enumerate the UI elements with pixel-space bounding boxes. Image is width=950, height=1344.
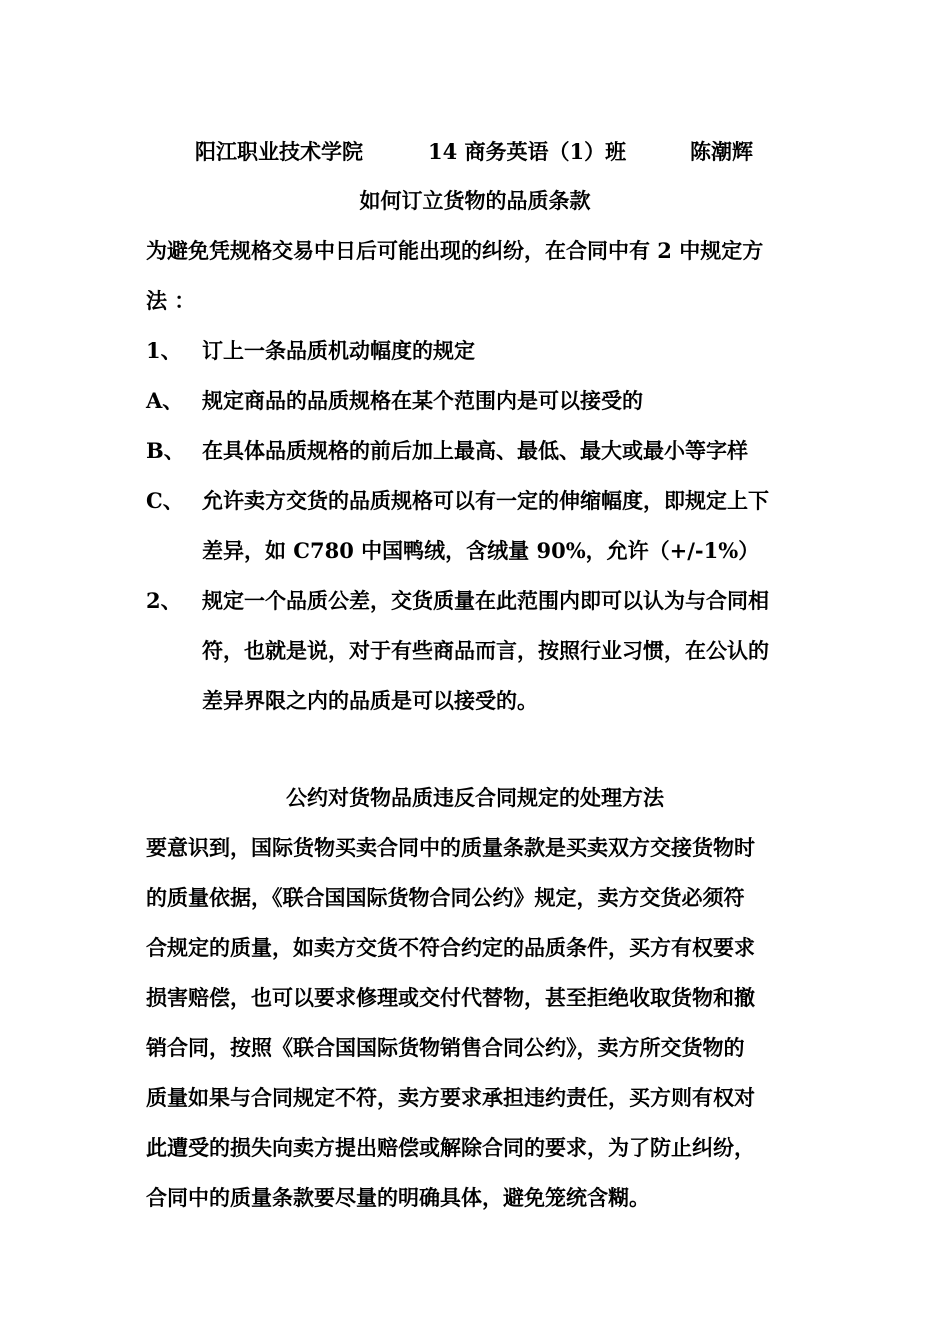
list-item-text: 规定一个品质公差，交货质量在此范围内即可以认为与合同相: [202, 588, 769, 613]
section2-paragraph-line: 销合同，按照《联合国国际货物销售合同公约》，卖方所交货物的: [146, 1035, 745, 1060]
list-item-marker: 2、: [146, 588, 182, 613]
document-header: [0, 137, 950, 167]
list-item-marker: B、: [146, 438, 185, 463]
section2-paragraph-line: 的质量依据，《联合国国际货物合同公约》规定，卖方交货必须符: [146, 885, 745, 910]
class-name: 14 商务英语（1）班: [428, 139, 627, 164]
section2-paragraph-line: 质量如果与合同规定不符，卖方要求承担违约责任，买方则有权对: [146, 1085, 755, 1110]
list-item-text: 差异界限之内的品质是可以接受的。: [202, 688, 538, 713]
school-name: 阳江职业技术学院: [195, 139, 363, 164]
list-item-text: 规定商品的品质规格在某个范围内是可以接受的: [202, 388, 643, 413]
section2-paragraph-line: 合规定的质量，如卖方交货不符合约定的品质条件，买方有权要求: [146, 935, 755, 960]
section1-intro-line1: 为避免凭规格交易中日后可能出现的纠纷，在合同中有 2 中规定方: [146, 238, 764, 263]
section2-paragraph-line: 要意识到，国际货物买卖合同中的质量条款是买卖双方交接货物时: [146, 835, 755, 860]
list-item-marker: A、: [146, 388, 184, 413]
list-item-text: 在具体品质规格的前后加上最高、最低、最大或最小等字样: [202, 438, 748, 463]
section2-paragraph-line: 此遭受的损失向卖方提出赔偿或解除合同的要求，为了防止纠纷，: [146, 1135, 755, 1160]
section2-paragraph-line: 损害赔偿，也可以要求修理或交付代替物，甚至拒绝收取货物和撤: [146, 985, 755, 1010]
list-item-text: 符，也就是说，对于有些商品而言，按照行业习惯，在公认的: [202, 638, 769, 663]
author-name: 陈潮辉: [690, 139, 753, 164]
section1-title: 如何订立货物的品质条款: [359, 188, 591, 213]
section2-paragraph-line: 合同中的质量条款要尽量的明确具体，避免笼统含糊。: [146, 1185, 650, 1210]
list-item-text: 订上一条品质机动幅度的规定: [202, 338, 475, 363]
section2-title: 公约对货物品质违反合同规定的处理方法: [286, 785, 664, 810]
list-item-marker: 1、: [146, 338, 182, 363]
list-item-text: 允许卖方交货的品质规格可以有一定的伸缩幅度，即规定上下: [202, 488, 769, 513]
list-item-marker: C、: [146, 488, 184, 513]
list-item-text: 差异，如 C780 中国鸭绒，含绒量 90%，允许（+/-1%）: [202, 538, 760, 563]
section1-intro-line2: 法 ：: [146, 288, 196, 313]
